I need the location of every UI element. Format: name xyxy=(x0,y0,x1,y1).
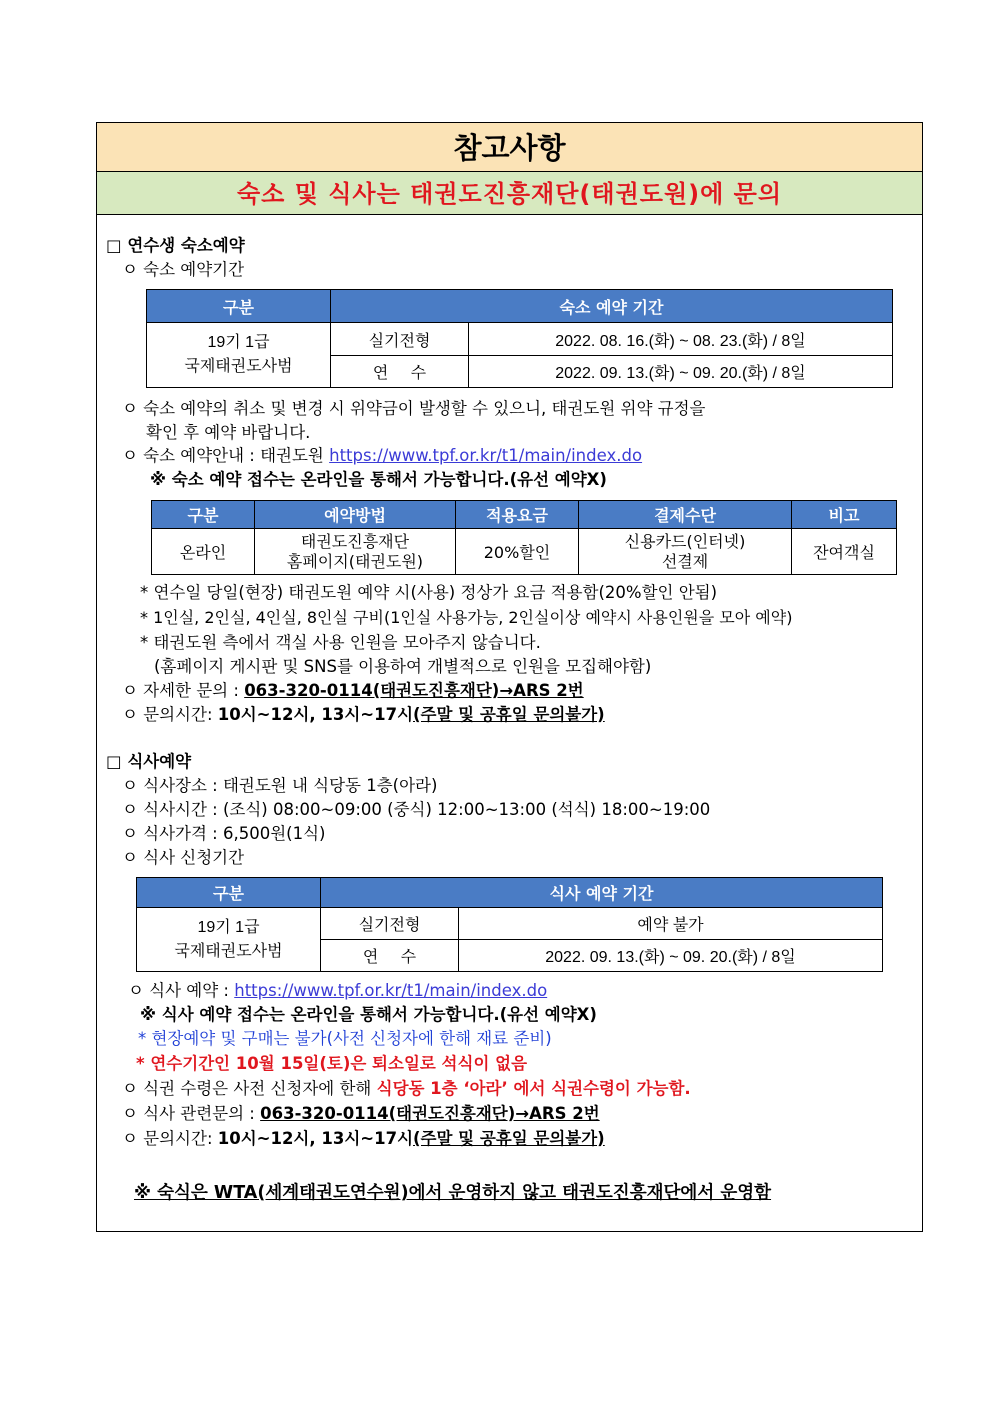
lodging-period-label: ㅇ 숙소 예약기간 xyxy=(122,260,245,279)
group-line: 19기 1급 xyxy=(207,334,270,351)
meal-onsite-note: * 현장예약 및 구매는 불가(사전 신청자에 한해 재료 준비) xyxy=(138,1029,552,1048)
reserve-label: ㅇ 식사 예약 : xyxy=(128,981,235,1000)
table-header: 숙소 예약 기간 xyxy=(331,290,893,323)
group-line: 국제태권도사범 xyxy=(174,942,283,960)
hours-exception: (주말 및 공휴일 문의불가) xyxy=(413,1129,605,1148)
meal-inquiry xyxy=(122,1103,600,1125)
page-subtitle: 숙소 및 식사는 태권도진흥재단(태권도원)에 문의 xyxy=(97,172,922,215)
type-cell: 실기전형 xyxy=(331,323,469,356)
hours-label: ㅇ 문의시간: xyxy=(122,1129,218,1148)
lodging-method-table xyxy=(151,500,897,575)
payment-line: 선결제 xyxy=(661,551,709,571)
meal-reserve xyxy=(128,980,547,1002)
meal-time: ㅇ 식사시간 : (조식) 08:00~09:00 (중식) 12:00~13:00 (석식) 18:00~19:00 xyxy=(122,800,711,819)
meal-hours xyxy=(122,1128,605,1150)
hours-value: 10시~12시, 13시~17시 xyxy=(217,705,414,724)
ticket-location: 식당동 1층 ‘아라’ 에서 식권수령이 가능함. xyxy=(376,1079,691,1098)
type-cell: 연 수 xyxy=(321,940,459,972)
table-header: 구분 xyxy=(152,501,255,529)
hours-label: ㅇ 문의시간: xyxy=(122,705,218,724)
table-header: 적용요금 xyxy=(456,501,579,529)
lodging-inquiry xyxy=(122,680,584,702)
note-cell: 잔여객실 xyxy=(792,529,897,575)
lodging-heading: □ 연수생 숙소예약 xyxy=(106,236,245,255)
meal-place: ㅇ 식사장소 : 태권도원 내 식당동 1층(아라) xyxy=(122,776,438,795)
lodging-guide xyxy=(122,445,642,467)
table-header: 구분 xyxy=(147,290,331,323)
payment-cell xyxy=(579,529,792,575)
lodging-note: * 1인실, 2인실, 4인실, 8인실 구비(1인실 사용가능, 2인실이상 예약시 사용인원을 모아 예약) xyxy=(140,608,793,627)
table-row xyxy=(147,323,893,356)
phone-number: 063-320-0114(태권도진흥재단)→ARS 2번 xyxy=(260,1104,600,1123)
table-header: 비고 xyxy=(792,501,897,529)
period-cell: 2022. 09. 13.(화) ~ 09. 20.(화) / 8일 xyxy=(459,940,883,972)
group-cell xyxy=(137,908,321,972)
footer-note: ※ 숙식은 WTA(세계태권도연수원)에서 운영하지 않고 태권도진흥재단에서 운영함 xyxy=(134,1183,772,1203)
meal-period-label: ㅇ 식사 신청기간 xyxy=(122,848,245,867)
table-row xyxy=(137,908,883,940)
lodging-hours xyxy=(122,704,605,726)
group-line: 국제태권도사범 xyxy=(184,358,293,375)
hours-exception: (주말 및 공휴일 문의불가) xyxy=(413,705,605,724)
meal-period-table xyxy=(136,877,883,972)
lodging-note: * 태권도원 측에서 객실 사용 인원을 모아주지 않습니다. xyxy=(140,633,541,652)
phone-number: 063-320-0114(태권도진흥재단)→ARS 2번 xyxy=(244,681,584,700)
table-row xyxy=(152,529,897,575)
cancel-note: ㅇ 숙소 예약의 취소 및 변경 시 위약금이 발생할 수 있으니, 태권도원 위약 규정을 xyxy=(122,399,706,418)
group-cell xyxy=(147,323,331,388)
lodging-online-note: ※ 숙소 예약 접수는 온라인을 통해서 가능합니다.(유선 예약X) xyxy=(150,470,607,489)
guide-label: ㅇ 숙소 예약안내 : 태권도원 xyxy=(122,446,330,465)
ticket-label: ㅇ 식권 수령은 사전 신청자에 한해 xyxy=(122,1079,377,1098)
table-header: 식사 예약 기간 xyxy=(321,878,883,908)
type-cell: 연 수 xyxy=(331,356,469,388)
method-cell xyxy=(255,529,456,575)
method-line: 홈페이지(태권도원) xyxy=(286,551,424,571)
period-cell: 2022. 09. 13.(화) ~ 09. 20.(화) / 8일 xyxy=(469,356,893,388)
tpf-link[interactable]: https://www.tpf.or.kr/t1/main/index.do xyxy=(329,446,643,465)
table-header: 결제수단 xyxy=(579,501,792,529)
inquiry-label: ㅇ 식사 관련문의 : xyxy=(122,1104,261,1123)
period-cell: 2022. 08. 16.(화) ~ 08. 23.(화) / 8일 xyxy=(469,323,893,356)
type-cell: 실기전형 xyxy=(321,908,459,940)
rate-cell: 20%할인 xyxy=(456,529,579,575)
payment-line: 신용카드(인터넷) xyxy=(624,531,746,551)
period-cell: 예약 불가 xyxy=(459,908,883,940)
inquiry-label: ㅇ 자세한 문의 : xyxy=(122,681,245,700)
meal-online-note: ※ 식사 예약 접수는 온라인을 통해서 가능합니다.(유선 예약X) xyxy=(140,1005,597,1024)
table-header: 예약방법 xyxy=(255,501,456,529)
group-line: 19기 1급 xyxy=(197,918,260,936)
meal-heading: □ 식사예약 xyxy=(106,752,192,771)
page-title: 참고사항 xyxy=(97,123,922,172)
meal-price: ㅇ 식사가격 : 6,500원(1식) xyxy=(122,824,326,843)
lodging-note: * 연수일 당일(현장) 태권도원 예약 시(사용) 정상가 요금 적용함(20%할인 안됨) xyxy=(140,583,718,602)
type-cell: 온라인 xyxy=(152,529,255,575)
meal-no-dinner-note: * 연수기간인 10월 15일(토)은 퇴소일로 석식이 없음 xyxy=(136,1054,528,1073)
method-line: 태권도진흥재단 xyxy=(300,531,410,551)
tpf-link[interactable]: https://www.tpf.or.kr/t1/main/index.do xyxy=(234,981,548,1000)
cancel-note-cont: 확인 후 예약 바랍니다. xyxy=(146,423,311,442)
lodging-note: (홈페이지 게시판 및 SNS를 이용하여 개별적으로 인원을 모집해야함) xyxy=(154,657,652,676)
table-header: 구분 xyxy=(137,878,321,908)
hours-value: 10시~12시, 13시~17시 xyxy=(217,1129,414,1148)
lodging-period-table xyxy=(146,289,893,388)
meal-ticket xyxy=(122,1078,691,1100)
